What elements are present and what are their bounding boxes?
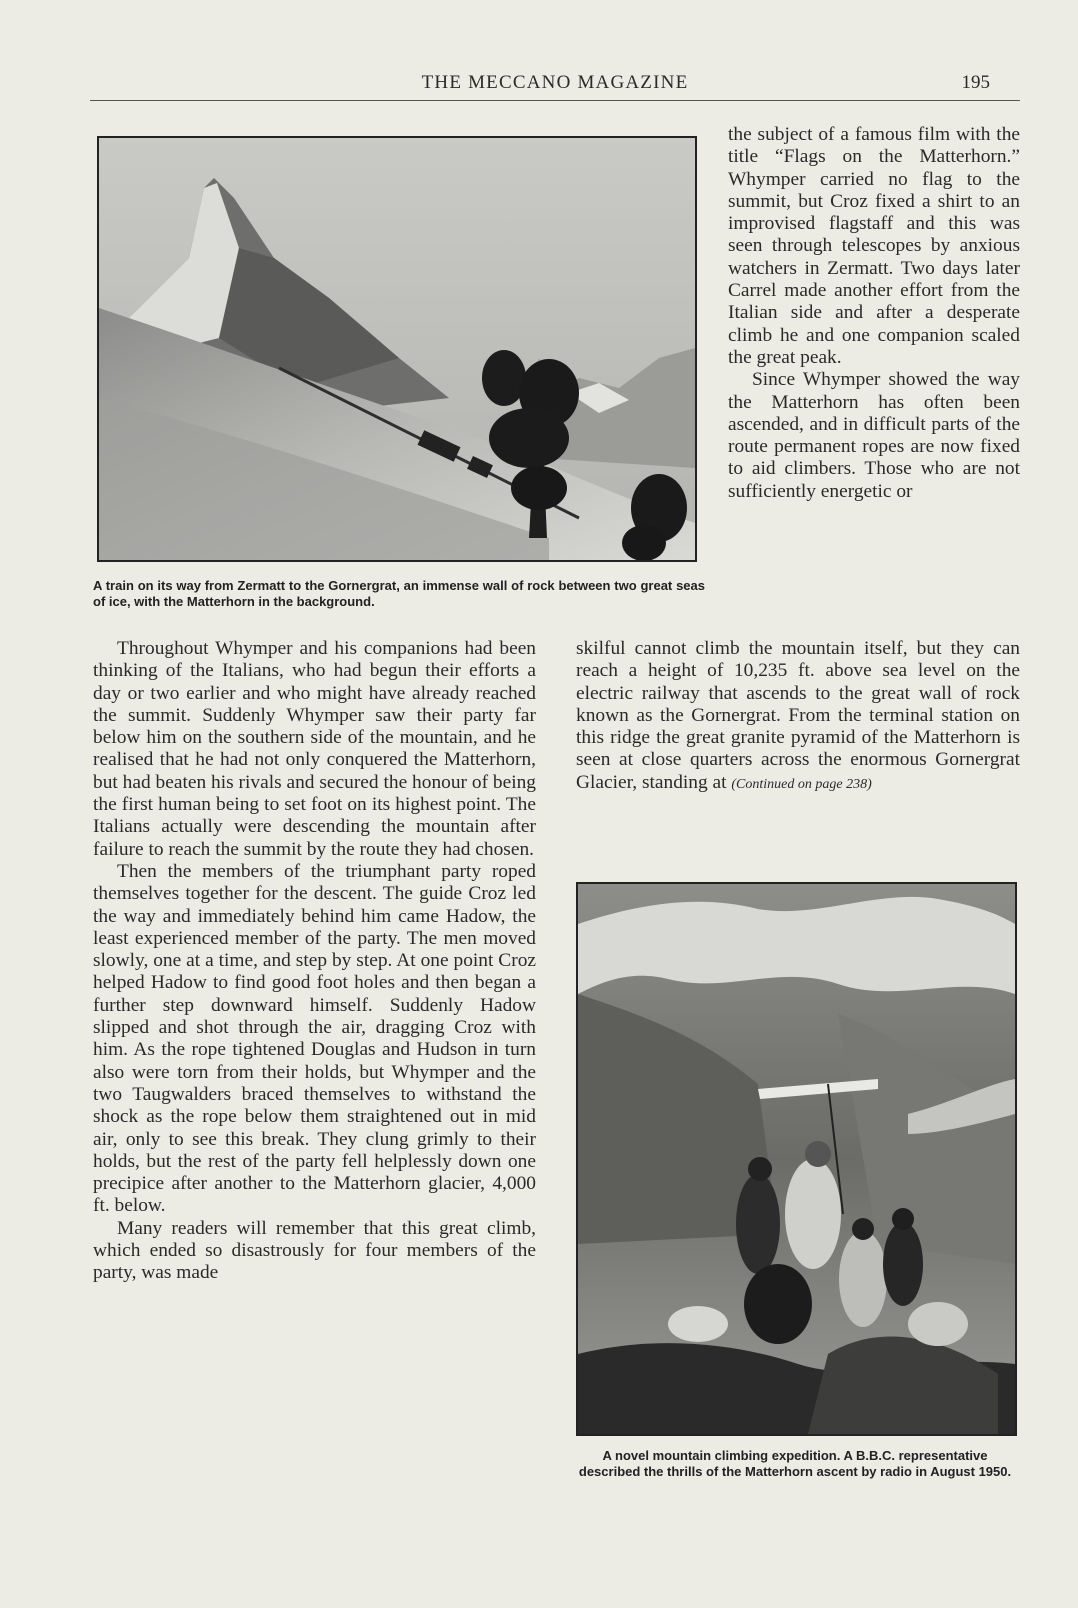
- left-column: [93, 638, 536, 1285]
- matterhorn-train-image: [99, 138, 695, 560]
- paragraph: Throughout Whymper and his companions had been thinking of the Italians, who had begun their efforts a day or two earlier and who might have already reached the summit. Suddenly Whymper saw their party far below him on the southern side of the mountain, and he realised that he had not only conquered the Matterhorn, but had beaten his rivals and secured the honour of being the first human being to set foot on its highest point. The Italians actually were descending the mountain after failure to reach the summit by the route they had chosen.: [93, 638, 536, 860]
- right-column-middle: [576, 638, 1020, 796]
- continued-reference: (Continued on page 238): [731, 776, 872, 792]
- paragraph: the subject of a famous film with the title “Flags on the Matterhorn.” Whymper carried no flag to the summit, but Croz fixed a shirt to an improvised flagstaff and this was seen through telescopes by anxious watchers in Zermatt. Two days later Carrel made another effort from the Italian side and after a desperate climb he and one companion scaled the great peak.: [728, 124, 1020, 368]
- matterhorn-train-photo: [97, 136, 697, 562]
- page-header: [90, 70, 1020, 101]
- expedition-photo: [576, 882, 1017, 1436]
- bottom-photo-caption: A novel mountain climbing expedition. A B.B.C. representative described the thrills of the Matterhorn ascent by radio in August 1950.: [578, 1448, 1012, 1479]
- right-column-upper: [728, 124, 1020, 503]
- expedition-image: [578, 884, 1015, 1434]
- paragraph: Since Whymper showed the way the Matterhorn has often been ascended, and in difficult parts of the route permanent ropes are now fixed to aid climbers. Those who are not sufficiently energetic or: [728, 369, 1020, 502]
- paragraph: Then the members of the triumphant party roped themselves together for the descent. The guide Croz led the way and immediately behind him came Hadow, the least experienced member of the party. The men moved slowly, one at a time, and step by step. At one point Croz helped Hadow to find good foot holes and then began a further step downward himself. Suddenly Hadow slipped and shot through the air, dragging Croz with him. As the rope tightened Douglas and Hudson in turn also were torn from their holds, but Whymper and the two Taugwalders braced themselves to withstand the shock as the rope below them straightened out in mid air, only to see this break. They clung grimly to their holds, but the rest of the party fell helplessly down one precipice after another to the Matterhorn glacier, 4,000 ft. below.: [93, 860, 536, 1217]
- top-photo-caption: A train on its way from Zermatt to the Gornergrat, an immense wall of rock between two great seas of ice, with the Matterhorn in the background.: [93, 578, 705, 609]
- paragraph-text: skilful cannot climb the mountain itself, but they can reach a height of 10,235 ft. above sea level on the electric railway that ascends to the great wall of rock known as the Gornergrat. From the terminal station on this ridge the great granite pyramid of the Matterhorn is seen at close quarters across the enormous Gornergrat Glacier, standing at: [576, 638, 1020, 793]
- paragraph: Many readers will remember that this great climb, which ended so disastrously for four members of the party, was made: [93, 1217, 536, 1284]
- page-number: 195: [961, 72, 990, 93]
- paragraph: [576, 638, 1020, 796]
- magazine-title: THE MECCANO MAGAZINE: [421, 72, 689, 93]
